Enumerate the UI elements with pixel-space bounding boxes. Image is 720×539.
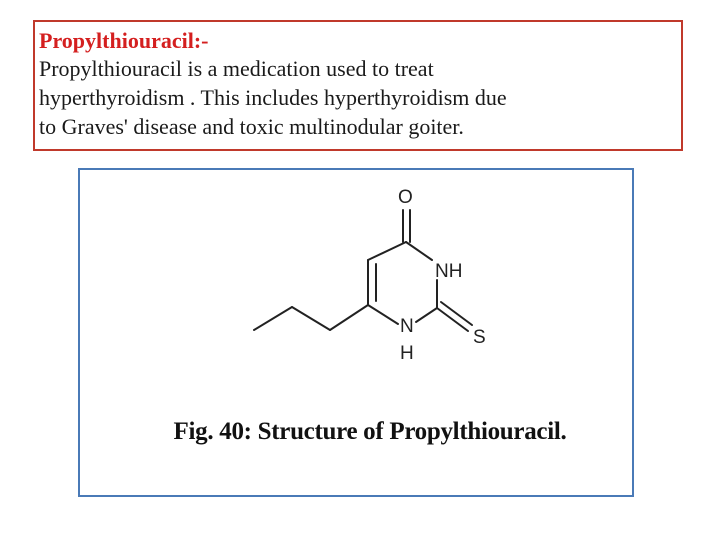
- propylthiouracil-structure: [80, 170, 632, 410]
- propyl-bond-2: [292, 307, 330, 330]
- oxygen-atom-label: O: [398, 187, 413, 208]
- ring-bond-n1-c6: [368, 305, 398, 324]
- propyl-bond-3: [254, 307, 292, 330]
- description-line-1: Propylthiouracil is a medication used to treat: [39, 56, 434, 81]
- description-text: [39, 54, 639, 141]
- description-line-3: to Graves' disease and toxic multinodular goiter.: [39, 114, 464, 139]
- nh-atom-label: NH: [435, 261, 463, 282]
- ring-bond-c2-n1: [416, 308, 437, 322]
- description-line-2: hyperthyroidism . This includes hyperthyroidism due: [39, 85, 507, 110]
- ring-bond-c4-n3: [406, 242, 432, 260]
- hydrogen-atom-label: H: [400, 343, 414, 364]
- nitrogen-atom-label: N: [400, 316, 414, 337]
- figure-box: [78, 168, 634, 497]
- sulfur-atom-label: S: [473, 327, 486, 348]
- figure-caption: Fig. 40: Structure of Propylthiouracil.: [173, 418, 567, 445]
- drug-title: Propylthiouracil:-: [39, 28, 209, 53]
- propyl-bond-1: [330, 305, 368, 330]
- description-box: [33, 20, 683, 151]
- ring-bond-c5-c4: [368, 242, 406, 260]
